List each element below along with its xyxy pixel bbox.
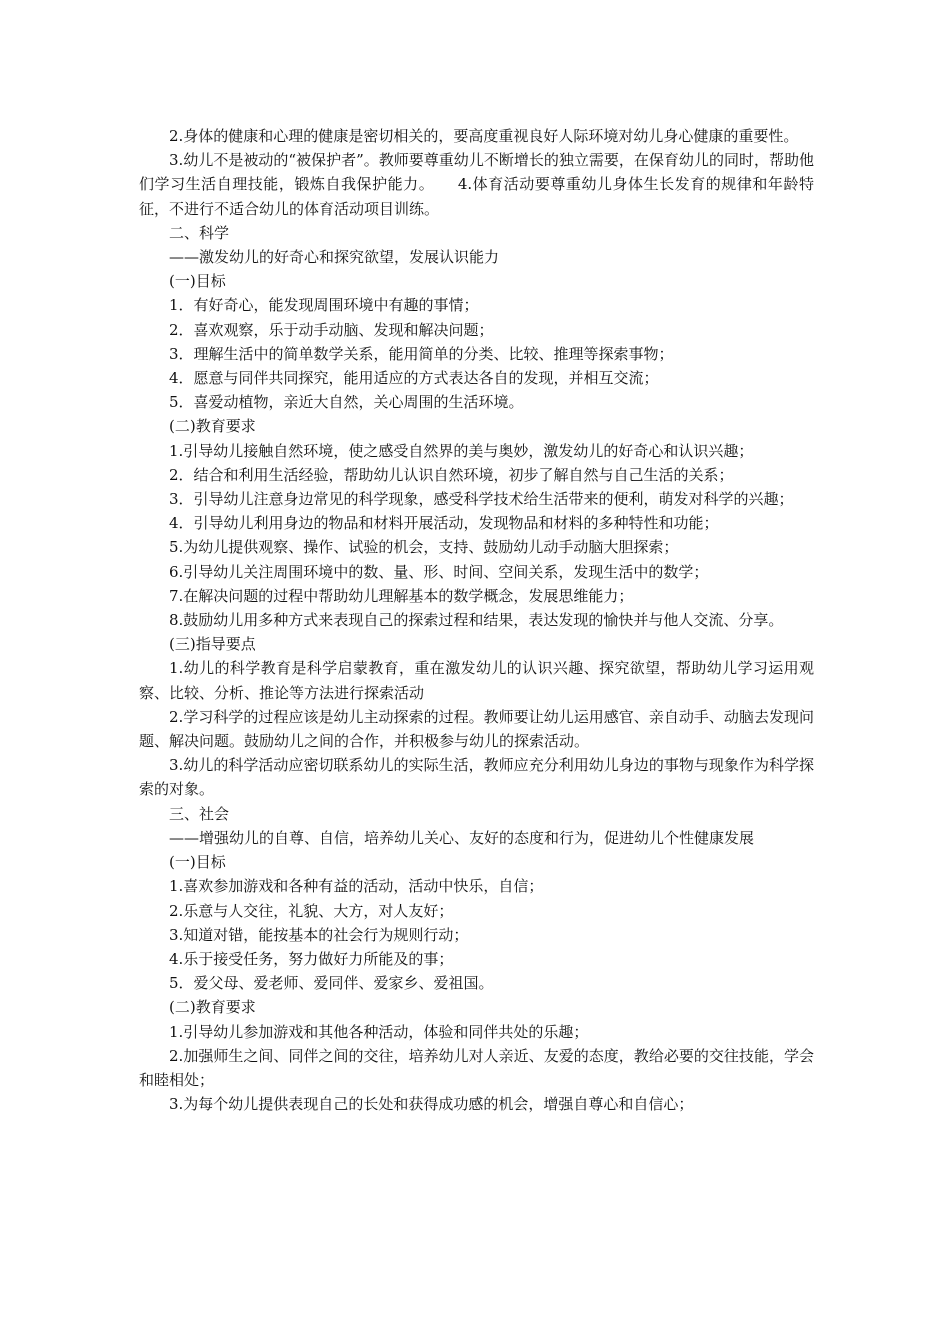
list-item: 3．理解生活中的简单数学关系，能用简单的分类、比较、推理等探索事物； [169,344,674,363]
list-item: 1．有好奇心，能发现周围环境中有趣的事情； [169,296,479,315]
list-item: 2．结合和利用生活经验，帮助幼儿认识自然环境，初步了解自然与自己生活的关系； [169,465,734,484]
list-item: 3.幼儿的科学活动应密切联系幼儿的实际生活，教师应充分利用幼儿身边的事物与现象作为科学探索的对象。 [139,756,814,799]
list-item: 4．引导幼儿利用身边的物品和材料开展活动，发现物品和材料的多种特性和功能； [169,514,719,533]
list-item: 5．喜爱动植物，亲近大自然，关心周围的生活环境。 [169,393,524,412]
list-item: 7.在解决问题的过程中帮助幼儿理解基本的数学概念，发展思维能力； [169,586,634,605]
section-heading: 二、科学 [169,223,230,242]
subsection-heading: (一)目标 [169,272,226,291]
list-item: 2.学习科学的过程应该是幼儿主动探索的过程。教师要让幼儿运用感官、亲自动手、动脑去发现问题、解决问题。鼓励幼儿之间的合作，并积极参与幼儿的探索活动。 [139,707,814,751]
list-item: 3.知道对错，能按基本的社会行为规则行动； [169,925,469,944]
document-body [139,124,814,1116]
paragraph: 2.身体的健康和心理的健康是密切相关的，要高度重视良好人际环境对幼儿身心健康的重要性。 [169,127,799,145]
subsection-heading: (二)教育要求 [169,417,256,436]
subsection-heading: (三)指导要点 [169,635,256,654]
list-item: 6.引导幼儿关注周围环境中的数、量、形、时间、空间关系，发现生活中的数学； [169,562,709,581]
subsection-heading: (二)教育要求 [169,998,256,1017]
list-item: 3.为每个幼儿提供表现自己的长处和获得成功感的机会，增强自尊心和自信心； [169,1095,694,1114]
list-item: 3．引导幼儿注意身边常见的科学现象，感受科学技术给生活带来的便利，萌发对科学的兴趣； [169,490,794,509]
list-item: 4．愿意与同伴共同探究，能用适应的方式表达各自的发现，并相互交流； [169,369,659,388]
list-item: 5.为幼儿提供观察、操作、试验的机会，支持、鼓励幼儿动手动脑大胆探索； [169,538,679,557]
list-item: 4.乐于接受任务，努力做好力所能及的事； [169,949,454,968]
list-item: 1.幼儿的科学教育是科学启蒙教育，重在激发幼儿的认识兴趣、探究欲望，帮助幼儿学习运用观察、比较、分析、推论等方法进行探索活动 [139,659,814,702]
list-item: 5．爱父母、爱老师、爱同伴、爱家乡、爱祖国。 [169,974,494,993]
paragraph: 3.幼儿不是被动的“被保护者”。教师要尊重幼儿不断增长的独立需要，在保育幼儿的同时，帮助他们学习生活自理技能，锻炼自我保护能力。 4.体育活动要尊重幼儿身体生长发育的规律和年龄特征，不进行不适合幼儿的体育活动项目训练。 [139,151,814,218]
subsection-heading: (一)目标 [169,853,226,872]
list-item: 1.喜欢参加游戏和各种有益的活动，活动中快乐，自信； [169,877,544,896]
list-item: 1.引导幼儿接触自然环境，使之感受自然界的美与奥妙，激发幼儿的好奇心和认识兴趣； [169,441,754,460]
list-item: 2.乐意与人交往，礼貌、大方，对人友好； [169,901,454,920]
list-item: 8.鼓励幼儿用多种方式来表现自己的探索过程和结果，表达发现的愉快并与他人交流、分享。 [169,611,784,630]
list-item: 1.引导幼儿参加游戏和其他各种活动，体验和同伴共处的乐趣； [169,1022,589,1041]
section-subtitle: ——增强幼儿的自尊、自信，培养幼儿关心、友好的态度和行为，促进幼儿个性健康发展 [169,828,755,847]
list-item: 2．喜欢观察，乐于动手动脑、发现和解决问题； [169,320,494,339]
section-heading: 三、社会 [169,804,230,823]
list-item: 2.加强师生之间、同伴之间的交往，培养幼儿对人亲近、友爱的态度，教给必要的交往技能，学会和睦相处； [139,1046,814,1089]
section-subtitle: ——激发幼儿的好奇心和探究欲望，发展认识能力 [169,248,500,267]
